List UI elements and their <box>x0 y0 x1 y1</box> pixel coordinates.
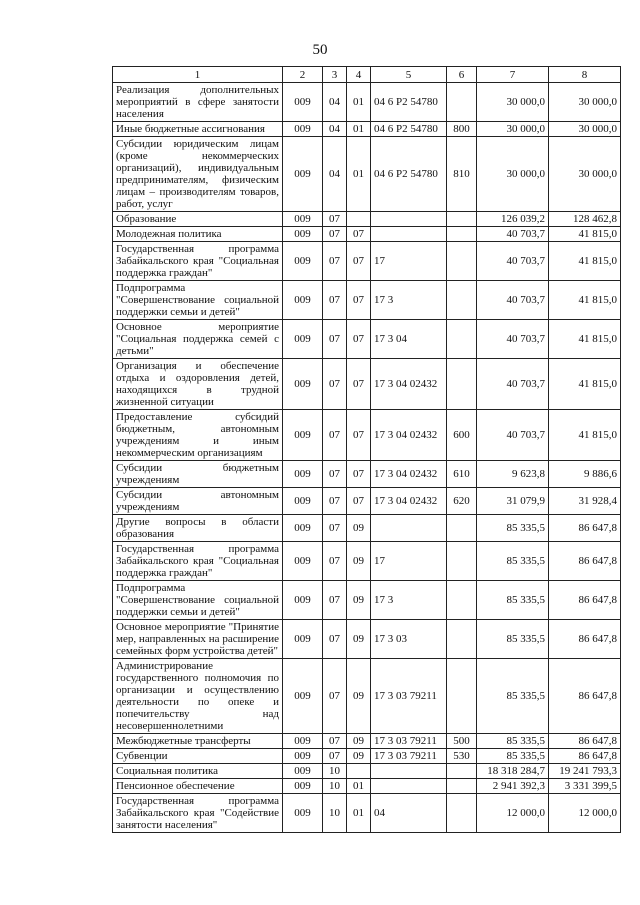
cell-amount-year2: 3 331 399,5 <box>549 779 621 794</box>
cell-subsection: 01 <box>347 779 371 794</box>
cell-amount-year2: 86 647,8 <box>549 659 621 734</box>
column-header: 6 <box>447 67 477 83</box>
page-number: 50 <box>312 42 328 58</box>
table-row <box>113 515 621 542</box>
column-header: 1 <box>113 67 283 83</box>
cell-expense-type: 810 <box>447 137 477 212</box>
cell-expense-type <box>447 281 477 320</box>
row-name: Молодежная политика <box>113 227 283 242</box>
cell-section: 07 <box>323 620 347 659</box>
row-name: Субвенции <box>113 749 283 764</box>
cell-amount-year2: 86 647,8 <box>549 749 621 764</box>
row-name: Предоставление субсидий бюджетным, автономным учреждениям и иным некоммерческим организациям <box>113 410 283 461</box>
cell-subsection: 09 <box>347 581 371 620</box>
cell-target-article: 17 <box>371 242 447 281</box>
table-row <box>113 227 621 242</box>
cell-amount-year2: 41 815,0 <box>549 410 621 461</box>
cell-section: 07 <box>323 734 347 749</box>
cell-subsection: 01 <box>347 137 371 212</box>
table-row <box>113 461 621 488</box>
cell-amount-year2: 86 647,8 <box>549 515 621 542</box>
cell-amount-year1: 40 703,7 <box>477 281 549 320</box>
table-row <box>113 779 621 794</box>
cell-target-article: 17 3 04 <box>371 320 447 359</box>
table-row <box>113 764 621 779</box>
cell-admin-code: 009 <box>283 764 323 779</box>
cell-admin-code: 009 <box>283 137 323 212</box>
cell-amount-year2: 30 000,0 <box>549 122 621 137</box>
cell-subsection: 09 <box>347 542 371 581</box>
cell-admin-code: 009 <box>283 515 323 542</box>
cell-target-article: 04 6 P2 54780 <box>371 83 447 122</box>
cell-amount-year1: 85 335,5 <box>477 515 549 542</box>
column-header: 2 <box>283 67 323 83</box>
row-name: Иные бюджетные ассигнования <box>113 122 283 137</box>
cell-admin-code: 009 <box>283 227 323 242</box>
cell-target-article: 17 3 <box>371 281 447 320</box>
cell-target-article <box>371 764 447 779</box>
cell-section: 07 <box>323 515 347 542</box>
table-row <box>113 734 621 749</box>
table-row <box>113 581 621 620</box>
cell-amount-year2: 31 928,4 <box>549 488 621 515</box>
cell-expense-type <box>447 542 477 581</box>
column-header: 5 <box>371 67 447 83</box>
cell-target-article: 04 6 P2 54780 <box>371 122 447 137</box>
table-row <box>113 281 621 320</box>
table-row <box>113 212 621 227</box>
cell-amount-year1: 40 703,7 <box>477 320 549 359</box>
cell-subsection: 09 <box>347 734 371 749</box>
row-name: Реализация дополнительных мероприятий в сфере занятости населения <box>113 83 283 122</box>
cell-amount-year1: 30 000,0 <box>477 83 549 122</box>
cell-section: 07 <box>323 359 347 410</box>
cell-admin-code: 009 <box>283 734 323 749</box>
cell-amount-year1: 85 335,5 <box>477 542 549 581</box>
cell-admin-code: 009 <box>283 359 323 410</box>
cell-admin-code: 009 <box>283 242 323 281</box>
table-row <box>113 620 621 659</box>
cell-subsection <box>347 764 371 779</box>
table-row <box>113 659 621 734</box>
cell-section: 07 <box>323 749 347 764</box>
cell-admin-code: 009 <box>283 659 323 734</box>
column-header: 7 <box>477 67 549 83</box>
cell-subsection: 09 <box>347 515 371 542</box>
column-header: 3 <box>323 67 347 83</box>
cell-amount-year1: 31 079,9 <box>477 488 549 515</box>
cell-target-article: 17 3 03 79211 <box>371 749 447 764</box>
cell-subsection: 07 <box>347 242 371 281</box>
cell-expense-type: 530 <box>447 749 477 764</box>
row-name: Администрирование государственного полномочия по организации и осуществлению деятельности по опеке и попечительству над несовершеннолетними <box>113 659 283 734</box>
cell-amount-year1: 12 000,0 <box>477 794 549 833</box>
table-row <box>113 542 621 581</box>
cell-expense-type: 500 <box>447 734 477 749</box>
table-row <box>113 359 621 410</box>
row-name: Пенсионное обеспечение <box>113 779 283 794</box>
cell-subsection: 09 <box>347 620 371 659</box>
row-name: Образование <box>113 212 283 227</box>
cell-expense-type <box>447 212 477 227</box>
row-name: Подпрограмма "Совершенствование социальной поддержки семьи и детей" <box>113 281 283 320</box>
table-row <box>113 137 621 212</box>
cell-expense-type: 610 <box>447 461 477 488</box>
row-name: Основное мероприятие "Социальная поддержка семей с детьми" <box>113 320 283 359</box>
cell-amount-year1: 40 703,7 <box>477 242 549 281</box>
table-row <box>113 83 621 122</box>
row-name: Другие вопросы в области образования <box>113 515 283 542</box>
cell-target-article: 17 3 04 02432 <box>371 461 447 488</box>
table-row <box>113 749 621 764</box>
cell-admin-code: 009 <box>283 749 323 764</box>
row-name: Социальная политика <box>113 764 283 779</box>
cell-admin-code: 009 <box>283 122 323 137</box>
table-row <box>113 410 621 461</box>
cell-section: 04 <box>323 83 347 122</box>
cell-expense-type <box>447 515 477 542</box>
cell-amount-year2: 9 886,6 <box>549 461 621 488</box>
cell-subsection: 07 <box>347 359 371 410</box>
table-row <box>113 122 621 137</box>
cell-admin-code: 009 <box>283 779 323 794</box>
row-name: Государственная программа Забайкальского края "Социальная поддержка граждан" <box>113 242 283 281</box>
cell-expense-type <box>447 242 477 281</box>
cell-section: 07 <box>323 212 347 227</box>
cell-admin-code: 009 <box>283 794 323 833</box>
cell-section: 07 <box>323 227 347 242</box>
cell-target-article <box>371 227 447 242</box>
cell-section: 07 <box>323 281 347 320</box>
cell-expense-type <box>447 320 477 359</box>
cell-amount-year2: 30 000,0 <box>549 83 621 122</box>
cell-subsection: 07 <box>347 461 371 488</box>
cell-subsection: 09 <box>347 749 371 764</box>
cell-admin-code: 009 <box>283 410 323 461</box>
cell-target-article: 17 3 04 02432 <box>371 488 447 515</box>
cell-admin-code: 009 <box>283 281 323 320</box>
row-name: Основное мероприятие "Принятие мер, направленных на расширение семейных форм устройства детей" <box>113 620 283 659</box>
row-name: Межбюджетные трансферты <box>113 734 283 749</box>
cell-expense-type <box>447 83 477 122</box>
cell-target-article: 17 3 <box>371 581 447 620</box>
cell-admin-code: 009 <box>283 581 323 620</box>
cell-admin-code: 009 <box>283 212 323 227</box>
cell-section: 07 <box>323 410 347 461</box>
cell-section: 04 <box>323 137 347 212</box>
cell-section: 07 <box>323 659 347 734</box>
cell-amount-year1: 85 335,5 <box>477 659 549 734</box>
cell-expense-type: 800 <box>447 122 477 137</box>
cell-admin-code: 009 <box>283 488 323 515</box>
cell-amount-year2: 41 815,0 <box>549 320 621 359</box>
cell-subsection: 07 <box>347 281 371 320</box>
cell-subsection: 01 <box>347 83 371 122</box>
cell-admin-code: 009 <box>283 542 323 581</box>
cell-admin-code: 009 <box>283 83 323 122</box>
cell-expense-type <box>447 764 477 779</box>
row-name: Государственная программа Забайкальского края "Содействие занятости населения" <box>113 794 283 833</box>
cell-section: 10 <box>323 794 347 833</box>
cell-expense-type: 620 <box>447 488 477 515</box>
cell-amount-year2: 86 647,8 <box>549 620 621 659</box>
cell-target-article <box>371 212 447 227</box>
cell-admin-code: 009 <box>283 320 323 359</box>
budget-table <box>112 66 621 833</box>
cell-amount-year1: 85 335,5 <box>477 734 549 749</box>
cell-expense-type <box>447 794 477 833</box>
cell-target-article: 17 3 04 02432 <box>371 359 447 410</box>
cell-amount-year2: 30 000,0 <box>549 137 621 212</box>
cell-amount-year2: 41 815,0 <box>549 227 621 242</box>
cell-expense-type <box>447 227 477 242</box>
cell-amount-year2: 86 647,8 <box>549 542 621 581</box>
cell-section: 07 <box>323 320 347 359</box>
cell-amount-year2: 128 462,8 <box>549 212 621 227</box>
row-name: Субсидии юридическим лицам (кроме некоммерческих организаций), индивидуальным предпринимателям, физическим лицам – производителям товаров, работ, услуг <box>113 137 283 212</box>
cell-subsection: 01 <box>347 122 371 137</box>
cell-amount-year2: 19 241 793,3 <box>549 764 621 779</box>
cell-amount-year2: 41 815,0 <box>549 242 621 281</box>
row-name: Субсидии автономным учреждениям <box>113 488 283 515</box>
cell-amount-year2: 12 000,0 <box>549 794 621 833</box>
cell-amount-year1: 40 703,7 <box>477 227 549 242</box>
cell-target-article: 17 3 04 02432 <box>371 410 447 461</box>
cell-amount-year2: 86 647,8 <box>549 581 621 620</box>
cell-target-article: 04 <box>371 794 447 833</box>
cell-subsection: 07 <box>347 410 371 461</box>
cell-subsection: 01 <box>347 794 371 833</box>
cell-subsection <box>347 212 371 227</box>
cell-expense-type <box>447 581 477 620</box>
cell-expense-type <box>447 359 477 410</box>
cell-amount-year1: 85 335,5 <box>477 749 549 764</box>
cell-subsection: 07 <box>347 320 371 359</box>
cell-admin-code: 009 <box>283 620 323 659</box>
cell-amount-year1: 30 000,0 <box>477 122 549 137</box>
cell-amount-year1: 85 335,5 <box>477 620 549 659</box>
cell-amount-year1: 18 318 284,7 <box>477 764 549 779</box>
table-row <box>113 794 621 833</box>
cell-amount-year1: 9 623,8 <box>477 461 549 488</box>
cell-section: 07 <box>323 488 347 515</box>
row-name: Государственная программа Забайкальского края "Социальная поддержка граждан" <box>113 542 283 581</box>
cell-section: 07 <box>323 581 347 620</box>
cell-subsection: 09 <box>347 659 371 734</box>
cell-subsection: 07 <box>347 488 371 515</box>
cell-target-article: 17 <box>371 542 447 581</box>
cell-section: 07 <box>323 461 347 488</box>
cell-expense-type <box>447 659 477 734</box>
cell-target-article: 04 6 P2 54780 <box>371 137 447 212</box>
cell-target-article: 17 3 03 79211 <box>371 734 447 749</box>
cell-expense-type: 600 <box>447 410 477 461</box>
table-row <box>113 320 621 359</box>
cell-subsection: 07 <box>347 227 371 242</box>
row-name: Субсидии бюджетным учреждениям <box>113 461 283 488</box>
cell-expense-type <box>447 620 477 659</box>
cell-target-article <box>371 779 447 794</box>
cell-target-article <box>371 515 447 542</box>
table-row <box>113 488 621 515</box>
cell-expense-type <box>447 779 477 794</box>
cell-amount-year1: 2 941 392,3 <box>477 779 549 794</box>
cell-amount-year2: 41 815,0 <box>549 281 621 320</box>
row-name: Подпрограмма "Совершенствование социальной поддержки семьи и детей" <box>113 581 283 620</box>
cell-section: 10 <box>323 779 347 794</box>
cell-target-article: 17 3 03 <box>371 620 447 659</box>
cell-amount-year1: 30 000,0 <box>477 137 549 212</box>
cell-section: 10 <box>323 764 347 779</box>
cell-section: 04 <box>323 122 347 137</box>
cell-target-article: 17 3 03 79211 <box>371 659 447 734</box>
cell-admin-code: 009 <box>283 461 323 488</box>
cell-section: 07 <box>323 542 347 581</box>
cell-amount-year1: 85 335,5 <box>477 581 549 620</box>
column-header: 4 <box>347 67 371 83</box>
cell-amount-year1: 126 039,2 <box>477 212 549 227</box>
cell-amount-year2: 41 815,0 <box>549 359 621 410</box>
cell-amount-year1: 40 703,7 <box>477 410 549 461</box>
cell-amount-year1: 40 703,7 <box>477 359 549 410</box>
cell-amount-year2: 86 647,8 <box>549 734 621 749</box>
table-row <box>113 242 621 281</box>
column-header: 8 <box>549 67 621 83</box>
row-name: Организация и обеспечение отдыха и оздоровления детей, находящихся в трудной жизненной ситуации <box>113 359 283 410</box>
cell-section: 07 <box>323 242 347 281</box>
header-row <box>113 67 621 83</box>
